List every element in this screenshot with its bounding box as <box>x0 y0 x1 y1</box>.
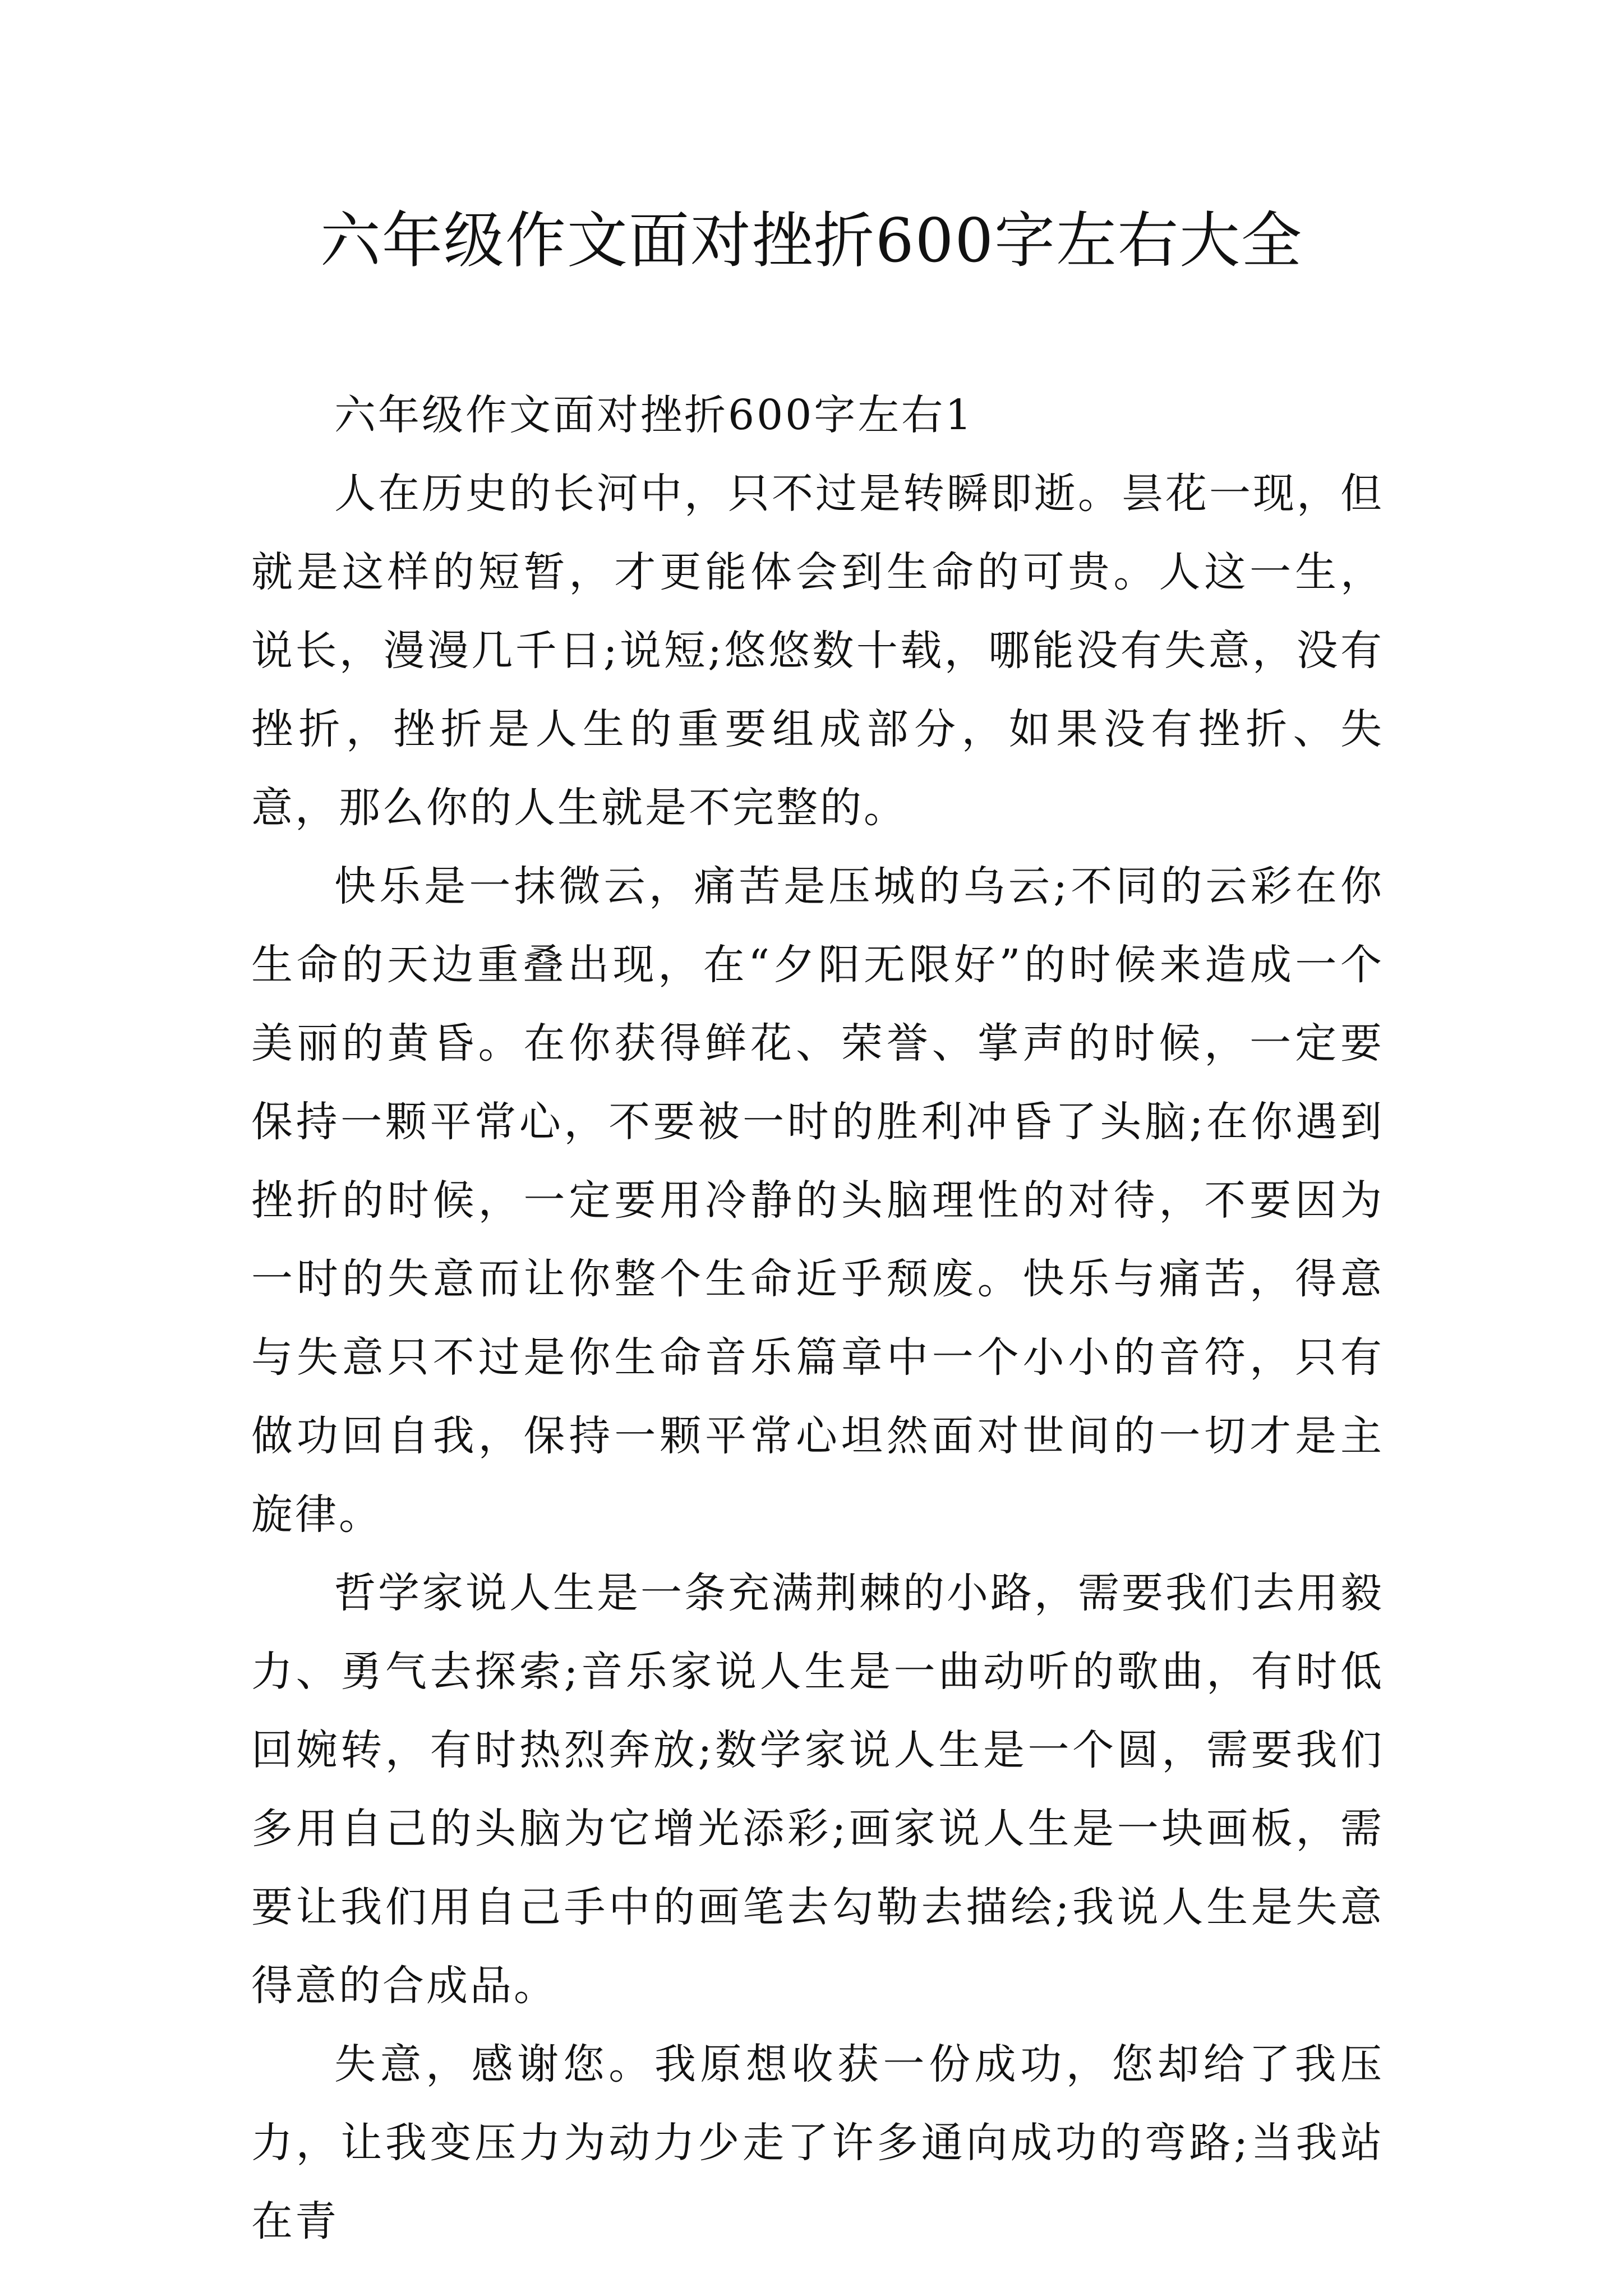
section-heading: 六年级作文面对挫折600字左右1 <box>334 391 974 439</box>
document-body <box>251 376 1384 2261</box>
paragraph-4: 失意，感谢您。我原想收获一份成功，您却给了我压力，让我变压力为动力少走了许多通向成功的弯路;当我站在青 <box>251 2040 1384 2246</box>
document-title: 六年级作文面对挫折600字左右大全 <box>320 206 1303 276</box>
paragraph-1: 人在历史的长河中，只不过是转瞬即逝。昙花一现，但就是这样的短暂，才更能体会到生命的可贵。人这一生，说长，漫漫几千日;说短;悠悠数十载，哪能没有失意，没有挫折，挫折是人生的重要组成部分，如果没有挫折、失意，那么你的人生就是不完整的。 <box>251 470 1384 832</box>
paragraph-2: 快乐是一抹微云，痛苦是压城的乌云;不同的云彩在你生命的天边重叠出现，在“夕阳无限好”的时候来造成一个美丽的黄昏。在你获得鲜花、荣誉、掌声的时候，一定要保持一颗平常心，不要被一时的胜利冲昏了头脑;在你遇到挫折的时候，一定要用冷静的头脑理性的对待，不要因为一时的失意而让你整个生命近乎颓废。快乐与痛苦，得意与失意只不过是你生命音乐篇章中一个小小的音符，只有做功回自我，保持一颗平常心坦然面对世间的一切才是主旋律。 <box>251 862 1384 1539</box>
paragraph-3: 哲学家说人生是一条充满荆棘的小路，需要我们去用毅力、勇气去探索;音乐家说人生是一曲动听的歌曲，有时低回婉转，有时热烈奔放;数学家说人生是一个圆，需要我们多用自己的头脑为它增光添彩;画家说人生是一块画板，需要让我们用自己手中的画笔去勾勒去描绘;我说人生是失意得意的合成品。 <box>251 1569 1384 2010</box>
